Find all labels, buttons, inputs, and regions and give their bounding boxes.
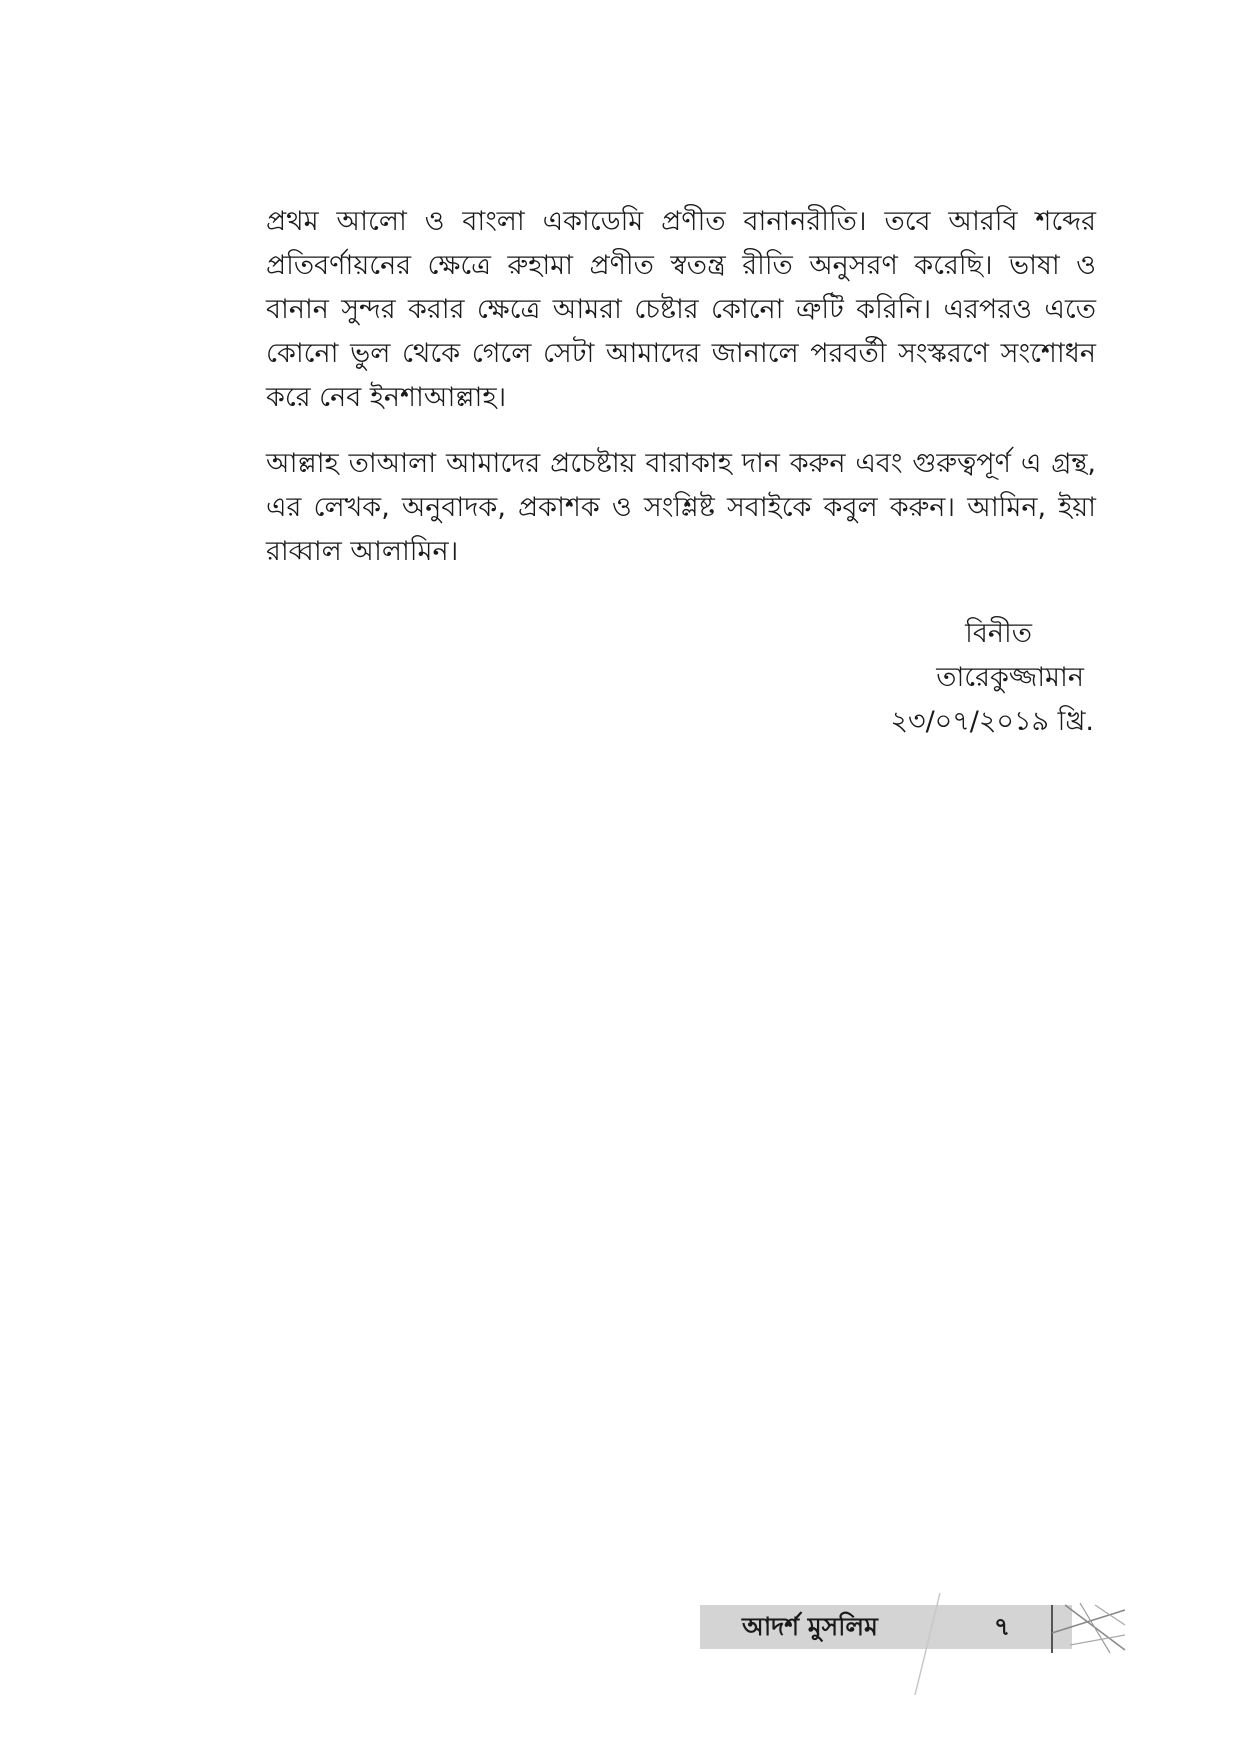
page-footer [700,1605,1140,1649]
signature-block [734,612,1094,744]
paragraph-prayer: আল্লাহ তাআলা আমাদের প্রচেষ্টায় বারাকাহ দান করুন এবং গুরুত্বপূর্ণ এ গ্রন্থ, এর লেখক, অনুবাদক, প্রকাশক ও সংশ্লিষ্ট সবাইকে কবুল করুন। আমিন, ইয়া রাব্বাল আলামিন। [266,448,1096,567]
paragraph-spelling-note: প্রথম আলো ও বাংলা একাডেমি প্রণীত বানানরীতি। তবে আরবি শব্দের প্রতিবর্ণায়নের ক্ষেত্রে রুহামা প্রণীত স্বতন্ত্র রীতি অনুসরণ করেছি। ভাষা ও বানান সুন্দর করার ক্ষেত্রে আমরা চেষ্টার কোনো ত্রুটি করিনি। এরপরও এতে কোনো ভুল থেকে গেলে সেটা আমাদের জানালে পরবর্তী সংস্করণে সংশোধন করে নেব ইনশাআল্লাহ। [266,206,1096,413]
signature-date: ২৩/০৭/২০১৯ খ্রি. [890,706,1094,737]
signature-greeting: বিনীত [965,618,1032,649]
footer-book-title: আদর্শ মুসলিম [742,1612,878,1641]
signature-name: তারেকুজ্জামান [936,662,1084,693]
body-text [266,200,1096,574]
footer-page-number: ৭ [993,1612,1011,1641]
